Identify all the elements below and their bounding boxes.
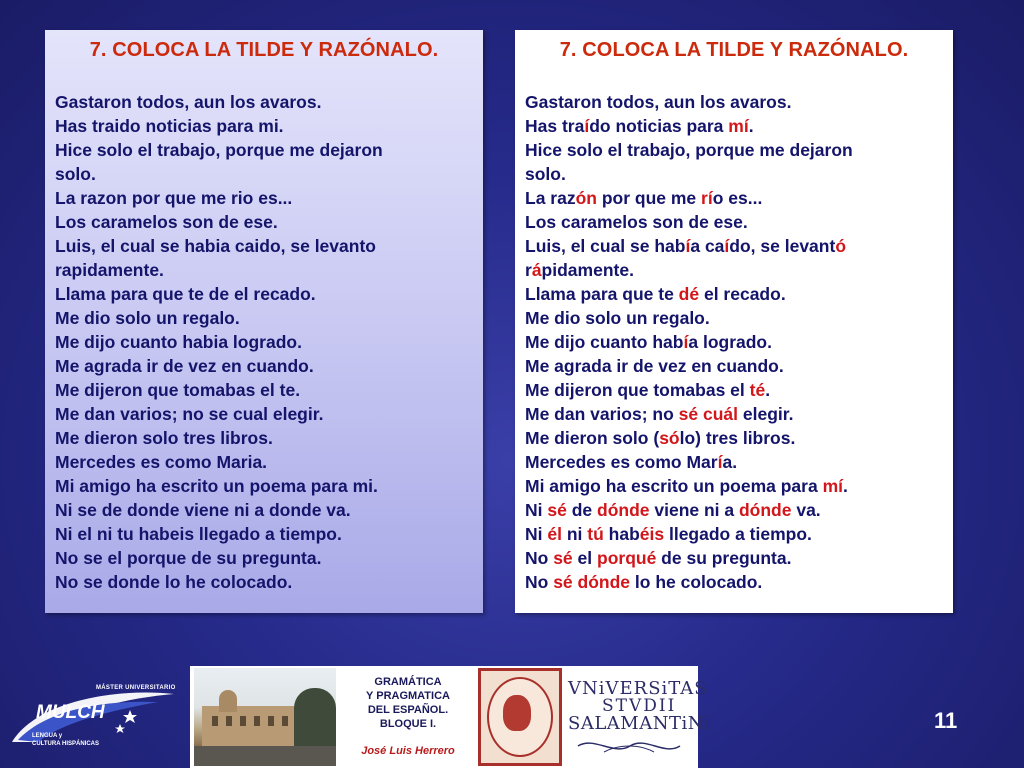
right-sentence-line (525, 282, 943, 306)
book-title-line4: BLOQUE I. (379, 718, 437, 730)
sentence-text: a logrado. (688, 332, 772, 352)
book-title-line1: GRAMÁTICA (374, 676, 442, 688)
book-title-line3: DEL ESPAÑOL. (367, 704, 449, 716)
accent-correction: dé (678, 284, 700, 304)
left-sentence-line: rapidamente. (55, 260, 164, 280)
university-building-photo (194, 668, 336, 766)
sentence-text: el recado. (699, 284, 786, 304)
mulch-bottom-text (32, 732, 99, 748)
sentence-text: va. (791, 500, 821, 520)
sentence-text: Los caramelos son de ese. (525, 212, 748, 232)
left-sentence-line: Luis, el cual se habia caido, se levanto (55, 236, 376, 256)
right-sentence-line (525, 234, 943, 258)
sentence-text: Luis, el cual se hab (525, 236, 686, 256)
sentence-text: Me agrada ir de vez en cuando. (525, 356, 784, 376)
sentence-text: Llama para que te (525, 284, 679, 304)
accent-correction: sé (547, 500, 567, 520)
right-sentence-line (525, 90, 943, 114)
left-sentence-line: Ni el ni tu habeis llegado a tiempo. (55, 524, 342, 544)
right-sentence-line (525, 378, 943, 402)
right-sentence-line (525, 258, 943, 282)
uni-logo-line3: SALAMANTiNi (568, 713, 711, 734)
left-sentence-line: Has traido noticias para mi. (55, 116, 284, 136)
accent-correction: sé (553, 548, 573, 568)
sentence-text: . (748, 116, 754, 136)
sentence-text: Me dieron solo ( (525, 428, 660, 448)
sentence-text: viene ni a (649, 500, 739, 520)
sentence-text: Me dijo cuanto hab (525, 332, 684, 352)
book-credit (342, 668, 474, 766)
accent-correction: dónde (577, 572, 631, 592)
sentence-text: a ca (690, 236, 725, 256)
accent-correction: dónde (597, 500, 650, 520)
accent-correction: í (685, 236, 691, 256)
sentence-text: Has tra (525, 116, 585, 136)
right-sentence-line (525, 210, 943, 234)
right-sentence-line (525, 474, 943, 498)
sentence-text: lo he colocado. (630, 572, 763, 592)
right-sentence-line (525, 498, 943, 522)
sentence-text: Me dio solo un regalo. (525, 308, 710, 328)
uni-logo-line2: STVDII (602, 696, 677, 716)
accent-correction: ón (575, 188, 597, 208)
flourish-icon (574, 734, 684, 758)
right-panel-title: 7. COLOCA LA TILDE Y RAZÓNALO. (559, 39, 909, 61)
accent-correction: ó (835, 236, 847, 256)
sentence-text: Hice solo el trabajo, porque me dejaron (525, 140, 853, 160)
accent-correction: té (749, 380, 766, 400)
sentence-text: Ni (525, 500, 548, 520)
left-sentence-line: Hice solo el trabajo, porque me dejaron (55, 140, 383, 160)
sentence-text: ni (561, 524, 588, 544)
left-sentence-line: Los caramelos son de ese. (55, 212, 278, 232)
sentence-text: Me dan varios; no (525, 404, 679, 424)
accent-correction: cuál (702, 404, 739, 424)
uni-logo-line1: VNiVERSiTAS (568, 678, 708, 699)
left-sentence-list (55, 90, 473, 594)
left-exercise-panel (45, 30, 483, 613)
left-sentence-line: Llama para que te de el recado. (55, 284, 316, 304)
sentence-text: hab (603, 524, 640, 544)
accent-correction: í (683, 332, 689, 352)
accent-correction: mí (822, 476, 844, 496)
right-sentence-line (525, 522, 943, 546)
left-sentence-line: Mercedes es como Maria. (55, 452, 268, 472)
sentence-text: a. (722, 452, 738, 472)
left-sentence-line: Ni se de donde viene ni a donde va. (55, 500, 351, 520)
left-sentence-line: Me dieron solo tres libros. (55, 428, 273, 448)
left-sentence-line: Me dijo cuanto habia logrado. (55, 332, 302, 352)
sentence-text: No (525, 548, 554, 568)
accent-correction: sé (678, 404, 699, 424)
sentence-text: o es... (712, 188, 763, 208)
book-author: José Luis Herrero (361, 745, 455, 757)
page-number: 11 (934, 708, 958, 733)
left-sentence-line: solo. (55, 164, 96, 184)
accent-correction: tú (587, 524, 604, 544)
mulch-name: MULCH (36, 702, 105, 723)
sentence-text: Gastaron todos, aun los avaros. (525, 92, 792, 112)
sentence-text: de su pregunta. (656, 548, 792, 568)
accent-correction: dónde (738, 500, 792, 520)
accent-correction: porqué (597, 548, 657, 568)
right-sentence-line (525, 162, 943, 186)
right-sentence-line (525, 402, 943, 426)
sentence-text: Me dijeron que tomabas el (525, 380, 750, 400)
sentence-text: r (525, 260, 532, 280)
left-sentence-line: Me dio solo un regalo. (55, 308, 240, 328)
book-title-line2: Y PRAGMATICA (366, 690, 450, 702)
sentence-text: Ni (525, 524, 548, 544)
left-sentence-line: Gastaron todos, aun los avaros. (55, 92, 322, 112)
accent-correction: á (531, 260, 542, 280)
accent-correction: í (584, 116, 590, 136)
left-sentence-line: No se donde lo he colocado. (55, 572, 293, 592)
sentence-text: solo. (525, 164, 566, 184)
mulch-bottom-line1: LENGUA y (32, 733, 63, 739)
left-panel-title: 7. COLOCA LA TILDE Y RAZÓNALO. (89, 39, 439, 61)
left-sentence-line: No se el porque de su pregunta. (55, 548, 322, 568)
sentence-text: elegir. (738, 404, 794, 424)
right-sentence-line (525, 450, 943, 474)
left-sentence-line: Mi amigo ha escrito un poema para mi. (55, 476, 378, 496)
mulch-bottom-line2: CULTURA HISPÁNICAS (32, 741, 99, 747)
universitas-salamanca-logo (564, 668, 711, 766)
sentence-text: lo) tres libros. (679, 428, 796, 448)
sentence-text: de (566, 500, 597, 520)
sentence-text: por que me (596, 188, 702, 208)
accent-correction: mí (728, 116, 749, 136)
accent-correction: sé (553, 572, 573, 592)
sentence-text: Mi amigo ha escrito un poema para (525, 476, 823, 496)
sentence-text: Mercedes es como Mar (525, 452, 718, 472)
accent-correction: í (724, 236, 730, 256)
right-sentence-line (525, 354, 943, 378)
sentence-text: el (572, 548, 597, 568)
right-sentence-line (525, 426, 943, 450)
right-sentence-line (525, 330, 943, 354)
accent-correction: éis (639, 524, 665, 544)
sentence-text: La raz (525, 188, 576, 208)
sentence-text: do, se levant (729, 236, 836, 256)
right-sentence-list (525, 90, 943, 594)
mulch-top-text: MÁSTER UNIVERSITARIO (96, 685, 176, 691)
right-sentence-line (525, 306, 943, 330)
left-sentence-line: Me dijeron que tomabas el te. (55, 380, 301, 400)
mulch-logo (8, 680, 178, 760)
sentence-text: llegado a tiempo. (664, 524, 812, 544)
accent-correction: í (717, 452, 723, 472)
right-sentence-line (525, 138, 943, 162)
sentence-text: . (765, 380, 771, 400)
right-sentence-line (525, 570, 943, 594)
accent-correction: rí (701, 188, 713, 208)
nebrija-seal-icon (478, 668, 562, 766)
right-answer-panel (515, 30, 953, 613)
right-sentence-line (525, 186, 943, 210)
right-sentence-line (525, 114, 943, 138)
right-sentence-line (525, 546, 943, 570)
sentence-text: . (843, 476, 848, 496)
left-sentence-line: Me dan varios; no se cual elegir. (55, 404, 324, 424)
left-sentence-line: La razon por que me rio es... (55, 188, 293, 208)
accent-correction: él (547, 524, 562, 544)
sentence-text: do noticias para (589, 116, 729, 136)
sentence-text: pidamente. (541, 260, 634, 280)
accent-correction: só (659, 428, 680, 448)
sentence-text: No (525, 572, 554, 592)
left-sentence-line: Me agrada ir de vez en cuando. (55, 356, 314, 376)
